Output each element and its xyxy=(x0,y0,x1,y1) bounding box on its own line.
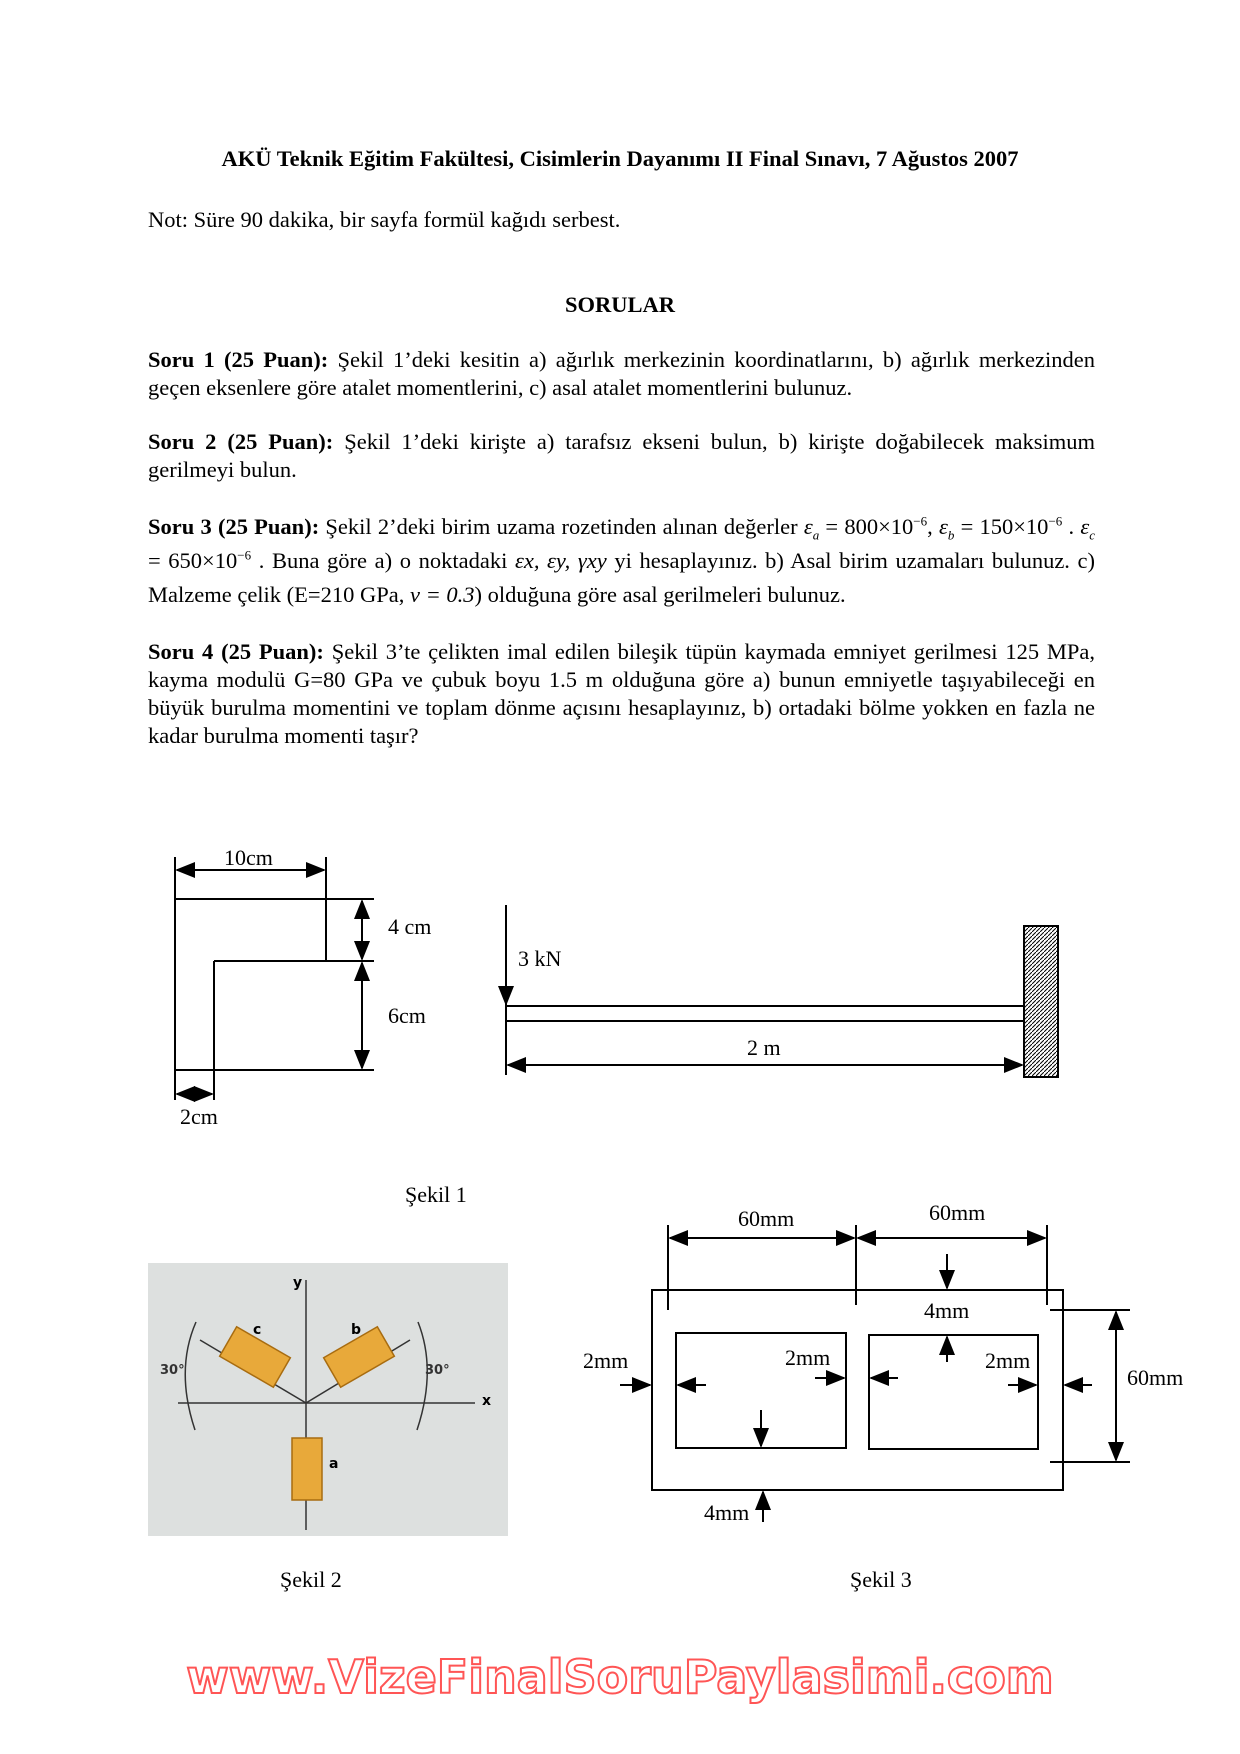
gauge-a: a xyxy=(329,1456,339,1472)
figure3-tube xyxy=(620,1225,1130,1522)
sub: b xyxy=(947,527,955,543)
dim-h: 60mm xyxy=(1127,1365,1184,1390)
question-label: Soru 2 (25 Puan): xyxy=(148,429,334,454)
exam-title: AKÜ Teknik Eğitim Fakültesi, Cisimlerin Dayanımı II Final Sınavı, 7 Ağustos 2007 xyxy=(221,146,1019,171)
gauge-c: c xyxy=(253,1322,262,1338)
angle-right: 30° xyxy=(425,1363,450,1378)
axis-x: x xyxy=(482,1393,492,1409)
gauge-b: b xyxy=(351,1322,362,1338)
question-text: Buna göre a) o noktadaki xyxy=(271,548,508,573)
load-label: 3 kN xyxy=(518,946,562,971)
watermark: www.VizeFinalSoruPaylasimi.com xyxy=(186,1650,1054,1704)
question-text: yi hesaplayınız. b) Asal birim uzamaları bulunuz. c) Malzeme çelik (E=210 GPa, xyxy=(148,548,1096,607)
dim-bottom: 4mm xyxy=(704,1500,750,1525)
value: = 150×10 xyxy=(954,514,1049,539)
angle-left: 30° xyxy=(160,1363,185,1378)
value: = 800×10 xyxy=(819,514,914,539)
dim-width: 10cm xyxy=(224,845,273,870)
sub: c xyxy=(1089,527,1096,543)
question-text: Şekil 2’deki birim uzama rozetinden alınan değerler xyxy=(325,514,798,539)
exp: −6 xyxy=(913,513,928,529)
sub: a xyxy=(812,527,820,543)
question-text: Şekil 1’deki kesitin a) ağırlık merkezinin koordinatlarını, b) ağırlık merkezinden geçen eksenlere göre atalet momentlerini, c) asal atalet momentlerini bulunuz. xyxy=(148,347,1096,400)
axis-y: y xyxy=(293,1275,303,1291)
dim-thickness: 2cm xyxy=(180,1104,218,1129)
dim-w2: 60mm xyxy=(929,1200,986,1225)
figure1-caption: Şekil 1 xyxy=(405,1182,467,1207)
beam-length: 2 m xyxy=(747,1035,781,1060)
exp: −6 xyxy=(237,547,252,563)
exp: −6 xyxy=(1048,513,1063,529)
dim-w1: 60mm xyxy=(738,1206,795,1231)
section-heading: SORULAR xyxy=(564,292,676,317)
epsilon-c: ε xyxy=(1080,514,1090,539)
figure1-section xyxy=(175,857,374,1100)
strain-symbols: εx, εy, γxy xyxy=(514,548,607,573)
dim-left: 2mm xyxy=(583,1348,629,1373)
question-3: Soru 3 (25 Puan): Şekil 2’deki birim uzama rozetinden alınan değerler $\varepsilon_a = 800\times 10^{-6}$, $\varepsilon_b = 150\times 10^{-6}$ . $\varepsilon_c = 650\times 10^{-6}$ . Buna göre a) o noktadaki εx, εy, γxy yi hesaplayınız. b) Asal birim uzamaları bulunuz. c) Malzeme çelik (E=210 GPa, ν = 0.3) olduğuna göre asal gerilmeleri bulunuz. xyxy=(148,513,1096,607)
question-label: Soru 1 (25 Puan): xyxy=(148,347,329,372)
dim-flange: 4 cm xyxy=(388,914,432,939)
poisson: ν = 0.3 xyxy=(409,582,475,607)
question-label: Soru 4 (25 Puan): xyxy=(148,639,324,664)
dim-top: 4mm xyxy=(924,1298,970,1323)
dim-right: 2mm xyxy=(985,1348,1031,1373)
dim-mid: 2mm xyxy=(785,1345,831,1370)
dim-web: 6cm xyxy=(388,1003,426,1028)
epsilon-a: ε xyxy=(803,514,813,539)
question-text: ) olduğuna göre asal gerilmeleri bulunuz. xyxy=(474,582,846,607)
question-label: Soru 3 (25 Puan): xyxy=(148,514,320,539)
question-text: Şekil 1’deki kirişte a) tarafsız ekseni bulun, b) kirişte doğabilecek maksimum gerilmeyi bulun. xyxy=(148,429,1096,482)
fixed-wall xyxy=(1024,926,1058,1077)
epsilon-b: ε xyxy=(938,514,948,539)
question-text: Şekil 3’te çelikten imal edilen bileşik tüpün kaymada emniyet gerilmesi 125 MPa, kayma modulü G=80 GPa ve çubuk boyu 1.5 m olduğuna göre a) bunun emniyetle taşıyabileceği en büyük burulma momentini ve toplam dönme açısını hesaplayınız, b) ortadaki bölme yokken en fazla ne kadar burulma momenti taşır? xyxy=(148,639,1095,748)
figure1-beam xyxy=(506,905,1058,1077)
value: = 650×10 xyxy=(148,548,238,573)
figure3-caption: Şekil 3 xyxy=(850,1567,912,1592)
figure2-caption: Şekil 2 xyxy=(280,1567,342,1592)
figure2-rosette xyxy=(148,1263,508,1536)
exam-note: Not: Süre 90 dakika, bir sayfa formül kağıdı serbest. xyxy=(148,207,621,232)
